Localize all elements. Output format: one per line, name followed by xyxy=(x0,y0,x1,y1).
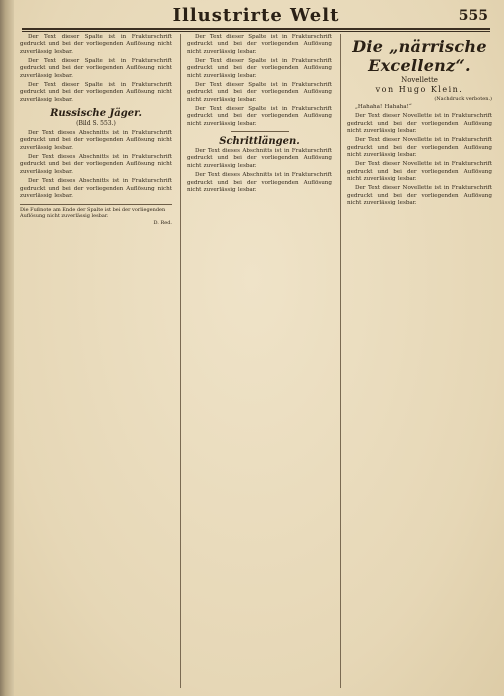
footnote xyxy=(20,204,172,226)
paragraph: Der Text dieser Spalte ist in Frakturschrift gedruckt und bei der vorliegenden Auflösung nicht zuverlässig lesbar. xyxy=(187,82,332,103)
rights-note: (Nachdruck verboten.) xyxy=(434,96,492,102)
column-3 xyxy=(340,34,492,688)
paragraph: Der Text dieser Novellette ist in Frakturschrift gedruckt und bei der vorliegenden Auflösung nicht zuverlässig lesbar. xyxy=(347,137,492,159)
paragraph: Der Text dieser Spalte ist in Frakturschrift gedruckt und bei der vorliegenden Auflösung nicht zuverlässig lesbar. xyxy=(187,58,332,79)
text-columns xyxy=(20,34,492,688)
page-binding-shadow xyxy=(0,0,14,696)
paragraph: Der Text dieser Novellette ist in Frakturschrift gedruckt und bei der vorliegenden Auflösung nicht zuverlässig lesbar. xyxy=(347,161,492,183)
page-number: 555 xyxy=(458,8,488,24)
section-divider xyxy=(231,131,289,132)
paragraph: Der Text dieser Spalte ist in Frakturschrift gedruckt und bei der vorliegenden Auflösung nicht zuverlässig lesbar. xyxy=(187,106,332,127)
section-text xyxy=(187,148,332,194)
paragraph: Der Text dieses Abschnitts ist in Frakturschrift gedruckt und bei der vorliegenden Auflösung nicht zuverlässig lesbar. xyxy=(20,154,172,175)
footnote-text: Die Fußnote am Ende der Spalte ist bei der vorliegenden Auflösung nicht zuverlässig lesbar. xyxy=(20,207,166,220)
paragraph: „Hahaha! Hahaha!“ xyxy=(355,104,412,110)
paragraph: Der Text dieser Spalte ist in Frakturschrift gedruckt und bei der vorliegenden Auflösung nicht zuverlässig lesbar. xyxy=(20,58,172,79)
masthead-title: Illustrirte Welt xyxy=(172,5,340,26)
story-text xyxy=(347,104,492,207)
footnote-signature: D. Red. xyxy=(153,219,172,226)
story-title: Die „närrische Excellenz“. xyxy=(352,37,487,75)
page-header xyxy=(22,6,490,30)
section-title-schrittlaengen: Schrittlängen. xyxy=(219,136,300,148)
paragraph: Der Text dieser Spalte ist in Frakturschrift gedruckt und bei der vorliegenden Auflösung nicht zuverlässig lesbar. xyxy=(187,34,332,55)
column-1 xyxy=(20,34,172,688)
paragraph: Der Text dieser Spalte ist in Frakturschrift gedruckt und bei der vorliegenden Auflösung nicht zuverlässig lesbar. xyxy=(20,82,172,103)
paragraph: Der Text dieser Novellette ist in Frakturschrift gedruckt und bei der vorliegenden Auflösung nicht zuverlässig lesbar. xyxy=(347,185,492,207)
section-text xyxy=(20,130,172,200)
section-subtitle: (Bild S. 553.) xyxy=(76,120,116,128)
story-author xyxy=(347,85,492,94)
column-1-text xyxy=(20,34,172,104)
author-prefix: von xyxy=(375,85,395,94)
paragraph: Der Text dieses Abschnitts ist in Frakturschrift gedruckt und bei der vorliegenden Auflösung nicht zuverlässig lesbar. xyxy=(187,172,332,193)
paragraph: Der Text dieses Abschnitts ist in Frakturschrift gedruckt und bei der vorliegenden Auflösung nicht zuverlässig lesbar. xyxy=(20,178,172,199)
paragraph: Der Text dieses Abschnitts ist in Frakturschrift gedruckt und bei der vorliegenden Auflösung nicht zuverlässig lesbar. xyxy=(20,130,172,151)
column-2-text xyxy=(187,34,332,128)
section-title-russische-jaeger: Russische Jäger. xyxy=(50,108,142,120)
paragraph: Der Text dieser Spalte ist in Frakturschrift gedruckt und bei der vorliegenden Auflösung nicht zuverlässig lesbar. xyxy=(20,34,172,55)
story-subtitle: Novellette xyxy=(401,76,438,84)
author-name: Hugo Klein. xyxy=(398,85,464,94)
paragraph: Der Text dieses Abschnitts ist in Frakturschrift gedruckt und bei der vorliegenden Auflösung nicht zuverlässig lesbar. xyxy=(187,148,332,169)
paragraph: Der Text dieser Novellette ist in Frakturschrift gedruckt und bei der vorliegenden Auflösung nicht zuverlässig lesbar. xyxy=(347,113,492,135)
column-2 xyxy=(180,34,332,688)
header-rule xyxy=(22,31,490,32)
